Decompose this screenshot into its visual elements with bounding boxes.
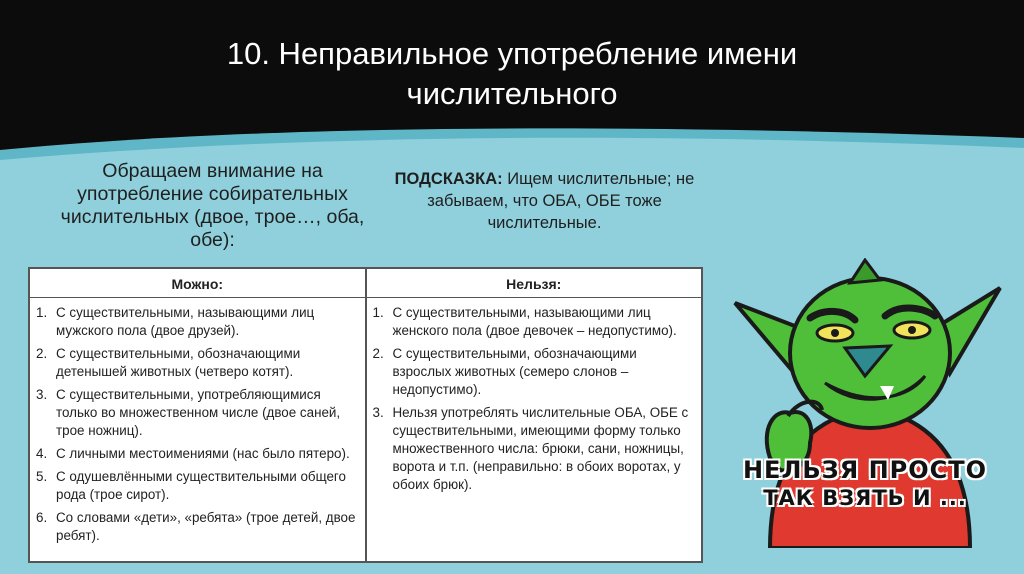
forbidden-column bbox=[365, 269, 702, 561]
list-item bbox=[36, 445, 359, 463]
allowed-column bbox=[30, 269, 365, 561]
allowed-header: Можно: bbox=[30, 269, 365, 298]
item-number: 1. bbox=[36, 305, 48, 320]
caption-line-1: НЕЛЬЗЯ ПРОСТО bbox=[742, 456, 988, 484]
item-number: 2. bbox=[372, 346, 384, 361]
forbidden-list bbox=[373, 304, 696, 494]
item-text: Со словами «дети», «ребята» (трое детей, двое ребят). bbox=[56, 510, 356, 543]
rules-table bbox=[28, 267, 703, 563]
item-text: Нельзя употреблять числительные ОБА, ОБЕ с существительными, имеющими форму только множественного числа: брюки, сани, ножницы, ворота и т.п. (неправильно: в обоих воротах, у обоих брюк). bbox=[392, 405, 689, 492]
list-item bbox=[373, 404, 696, 494]
item-number: 3. bbox=[36, 387, 48, 402]
hint-body: Ищем числительные; не забываем, что ОБА, ОБЕ тоже числительные. bbox=[427, 170, 695, 232]
list-item bbox=[36, 468, 359, 504]
allowed-list bbox=[36, 304, 359, 545]
item-text: С существительными, обозначающими взрослых животных (семеро слонов – недопустимо). bbox=[392, 346, 637, 397]
list-item bbox=[373, 304, 696, 340]
list-item bbox=[36, 509, 359, 545]
list-item bbox=[36, 345, 359, 381]
item-number: 3. bbox=[372, 405, 384, 420]
title-line-2: числительного bbox=[406, 76, 618, 111]
slide-title bbox=[150, 34, 874, 114]
item-number: 1. bbox=[372, 305, 384, 320]
item-text: С существительными, обозначающими детенышей животных (четверо котят). bbox=[56, 346, 301, 379]
list-item bbox=[36, 386, 359, 440]
item-text: С существительными, называющими лиц женского пола (двое девочек – недопустимо). bbox=[392, 305, 677, 338]
hint-label: ПОДСКАЗКА: bbox=[394, 170, 503, 188]
item-text: С существительными, употребляющимися только во множественном числе (двое саней, трое ножниц). bbox=[56, 387, 341, 438]
list-item bbox=[36, 304, 359, 340]
sticker-caption bbox=[720, 455, 1010, 511]
forbidden-header: Нельзя: bbox=[367, 269, 702, 298]
item-text: С одушевлёнными существительными общего рода (трое сирот). bbox=[56, 469, 346, 502]
list-item bbox=[373, 345, 696, 399]
item-number: 4. bbox=[36, 446, 48, 461]
item-number: 5. bbox=[36, 469, 48, 484]
item-text: С личными местоимениями (нас было пятеро). bbox=[56, 446, 350, 461]
title-line-1: 10. Неправильное употребление имени bbox=[226, 36, 798, 71]
item-number: 6. bbox=[36, 510, 48, 525]
caption-line-2: ТАК ВЗЯТЬ И ... bbox=[763, 486, 967, 510]
intro-text: Обращаем внимание на употребление собирательных числительных (двое, трое…, оба, обе): bbox=[60, 160, 365, 251]
item-number: 2. bbox=[36, 346, 48, 361]
hint-text bbox=[392, 168, 697, 234]
item-text: С существительными, называющими лиц мужского пола (двое друзей). bbox=[56, 305, 315, 338]
